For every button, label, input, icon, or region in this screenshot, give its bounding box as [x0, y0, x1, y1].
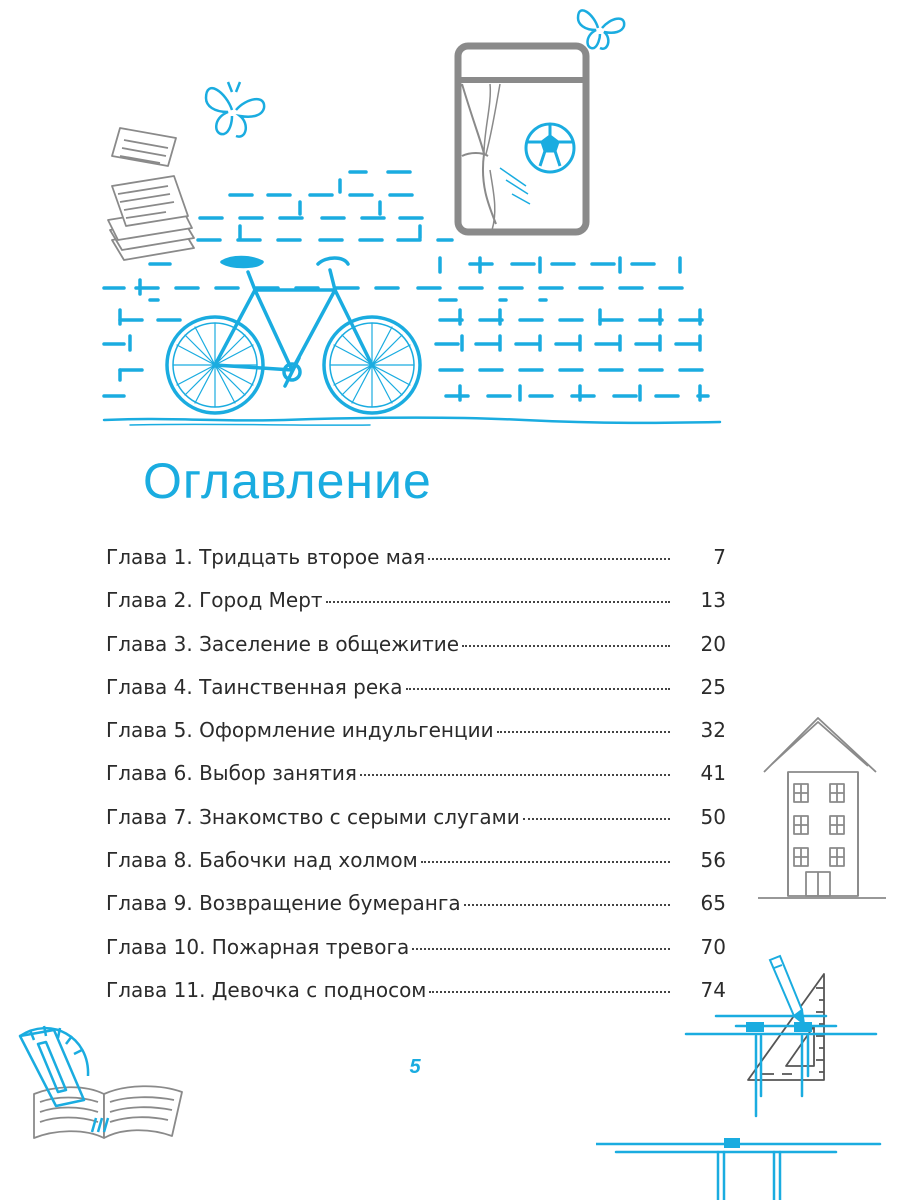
toc-dot-leader [421, 861, 670, 863]
toc-entry-page: 70 [700, 934, 726, 959]
toc-entry-label: Глава 5. Оформление индульгенции [106, 718, 494, 743]
toc-entry-page: 7 [713, 545, 726, 569]
toc-entry-label: Глава 2. Город Мерт [106, 588, 323, 613]
butterfly-icon [206, 82, 264, 137]
toc-entry [106, 632, 726, 675]
toc-dot-leader [462, 645, 670, 647]
window-with-curtain [458, 46, 586, 232]
toc-dot-leader [406, 688, 671, 690]
toc-entry [106, 848, 726, 891]
toc-dot-leader [429, 991, 670, 993]
soccer-ball [500, 124, 574, 204]
toc-entry-page: 32 [700, 718, 726, 743]
toc-entry [106, 935, 726, 978]
toc-dot-leader [464, 904, 670, 906]
toc-entry-label: Глава 1. Тридцать второе мая [106, 545, 426, 569]
notebook-protractor-illustration [14, 1020, 194, 1150]
toc-entry-page: 74 [700, 977, 726, 1002]
toc-entry [106, 675, 726, 718]
page-number: 5 [409, 1056, 421, 1078]
toc-entry-page: 20 [700, 631, 726, 656]
toc-entry-label: Глава 6. Выбор занятия [106, 761, 357, 786]
toc-entry-label: Глава 9. Возвращение бумеранга [106, 891, 461, 916]
toc-entry-label: Глава 10. Пожарная тревога [106, 934, 410, 959]
butterfly-icon [578, 10, 624, 48]
toc-entry [106, 545, 726, 588]
desk-illustration [596, 1000, 896, 1200]
toc-entry-page: 25 [700, 674, 726, 699]
toc-entry-label: Глава 4. Таинственная река [106, 674, 403, 699]
bicycle [167, 258, 420, 414]
toc-entry-page: 50 [700, 804, 726, 829]
toc-entry [106, 891, 726, 934]
building-illustration [758, 712, 888, 902]
toc-entry [106, 718, 726, 761]
toc-entry-label: Глава 8. Бабочки над холмом [106, 848, 418, 873]
toc-entry-label: Глава 3. Заселение в общежитие [106, 631, 460, 656]
toc-entry-label: Глава 11. Девочка с подносом [106, 977, 427, 1002]
toc-dot-leader [497, 731, 670, 733]
brick-wall [104, 172, 720, 425]
toc-entry [106, 805, 726, 848]
toc-entry [106, 761, 726, 804]
paper-stack [108, 128, 194, 260]
toc-dot-leader [523, 818, 670, 820]
toc-title: Оглавление [143, 453, 432, 509]
toc-entry-page: 56 [700, 848, 726, 873]
toc-dot-leader [360, 774, 670, 776]
toc-entry-page: 65 [700, 891, 726, 916]
table-of-contents [106, 545, 726, 1021]
header-illustration [0, 0, 900, 440]
toc-dot-leader [326, 601, 670, 603]
toc-entry-page: 41 [700, 761, 726, 786]
toc-entry-page: 13 [700, 588, 726, 613]
toc-dot-leader [428, 558, 670, 560]
toc-dot-leader [412, 948, 670, 950]
toc-entry [106, 588, 726, 631]
toc-entry-label: Глава 7. Знакомство с серыми слугами [106, 804, 520, 829]
